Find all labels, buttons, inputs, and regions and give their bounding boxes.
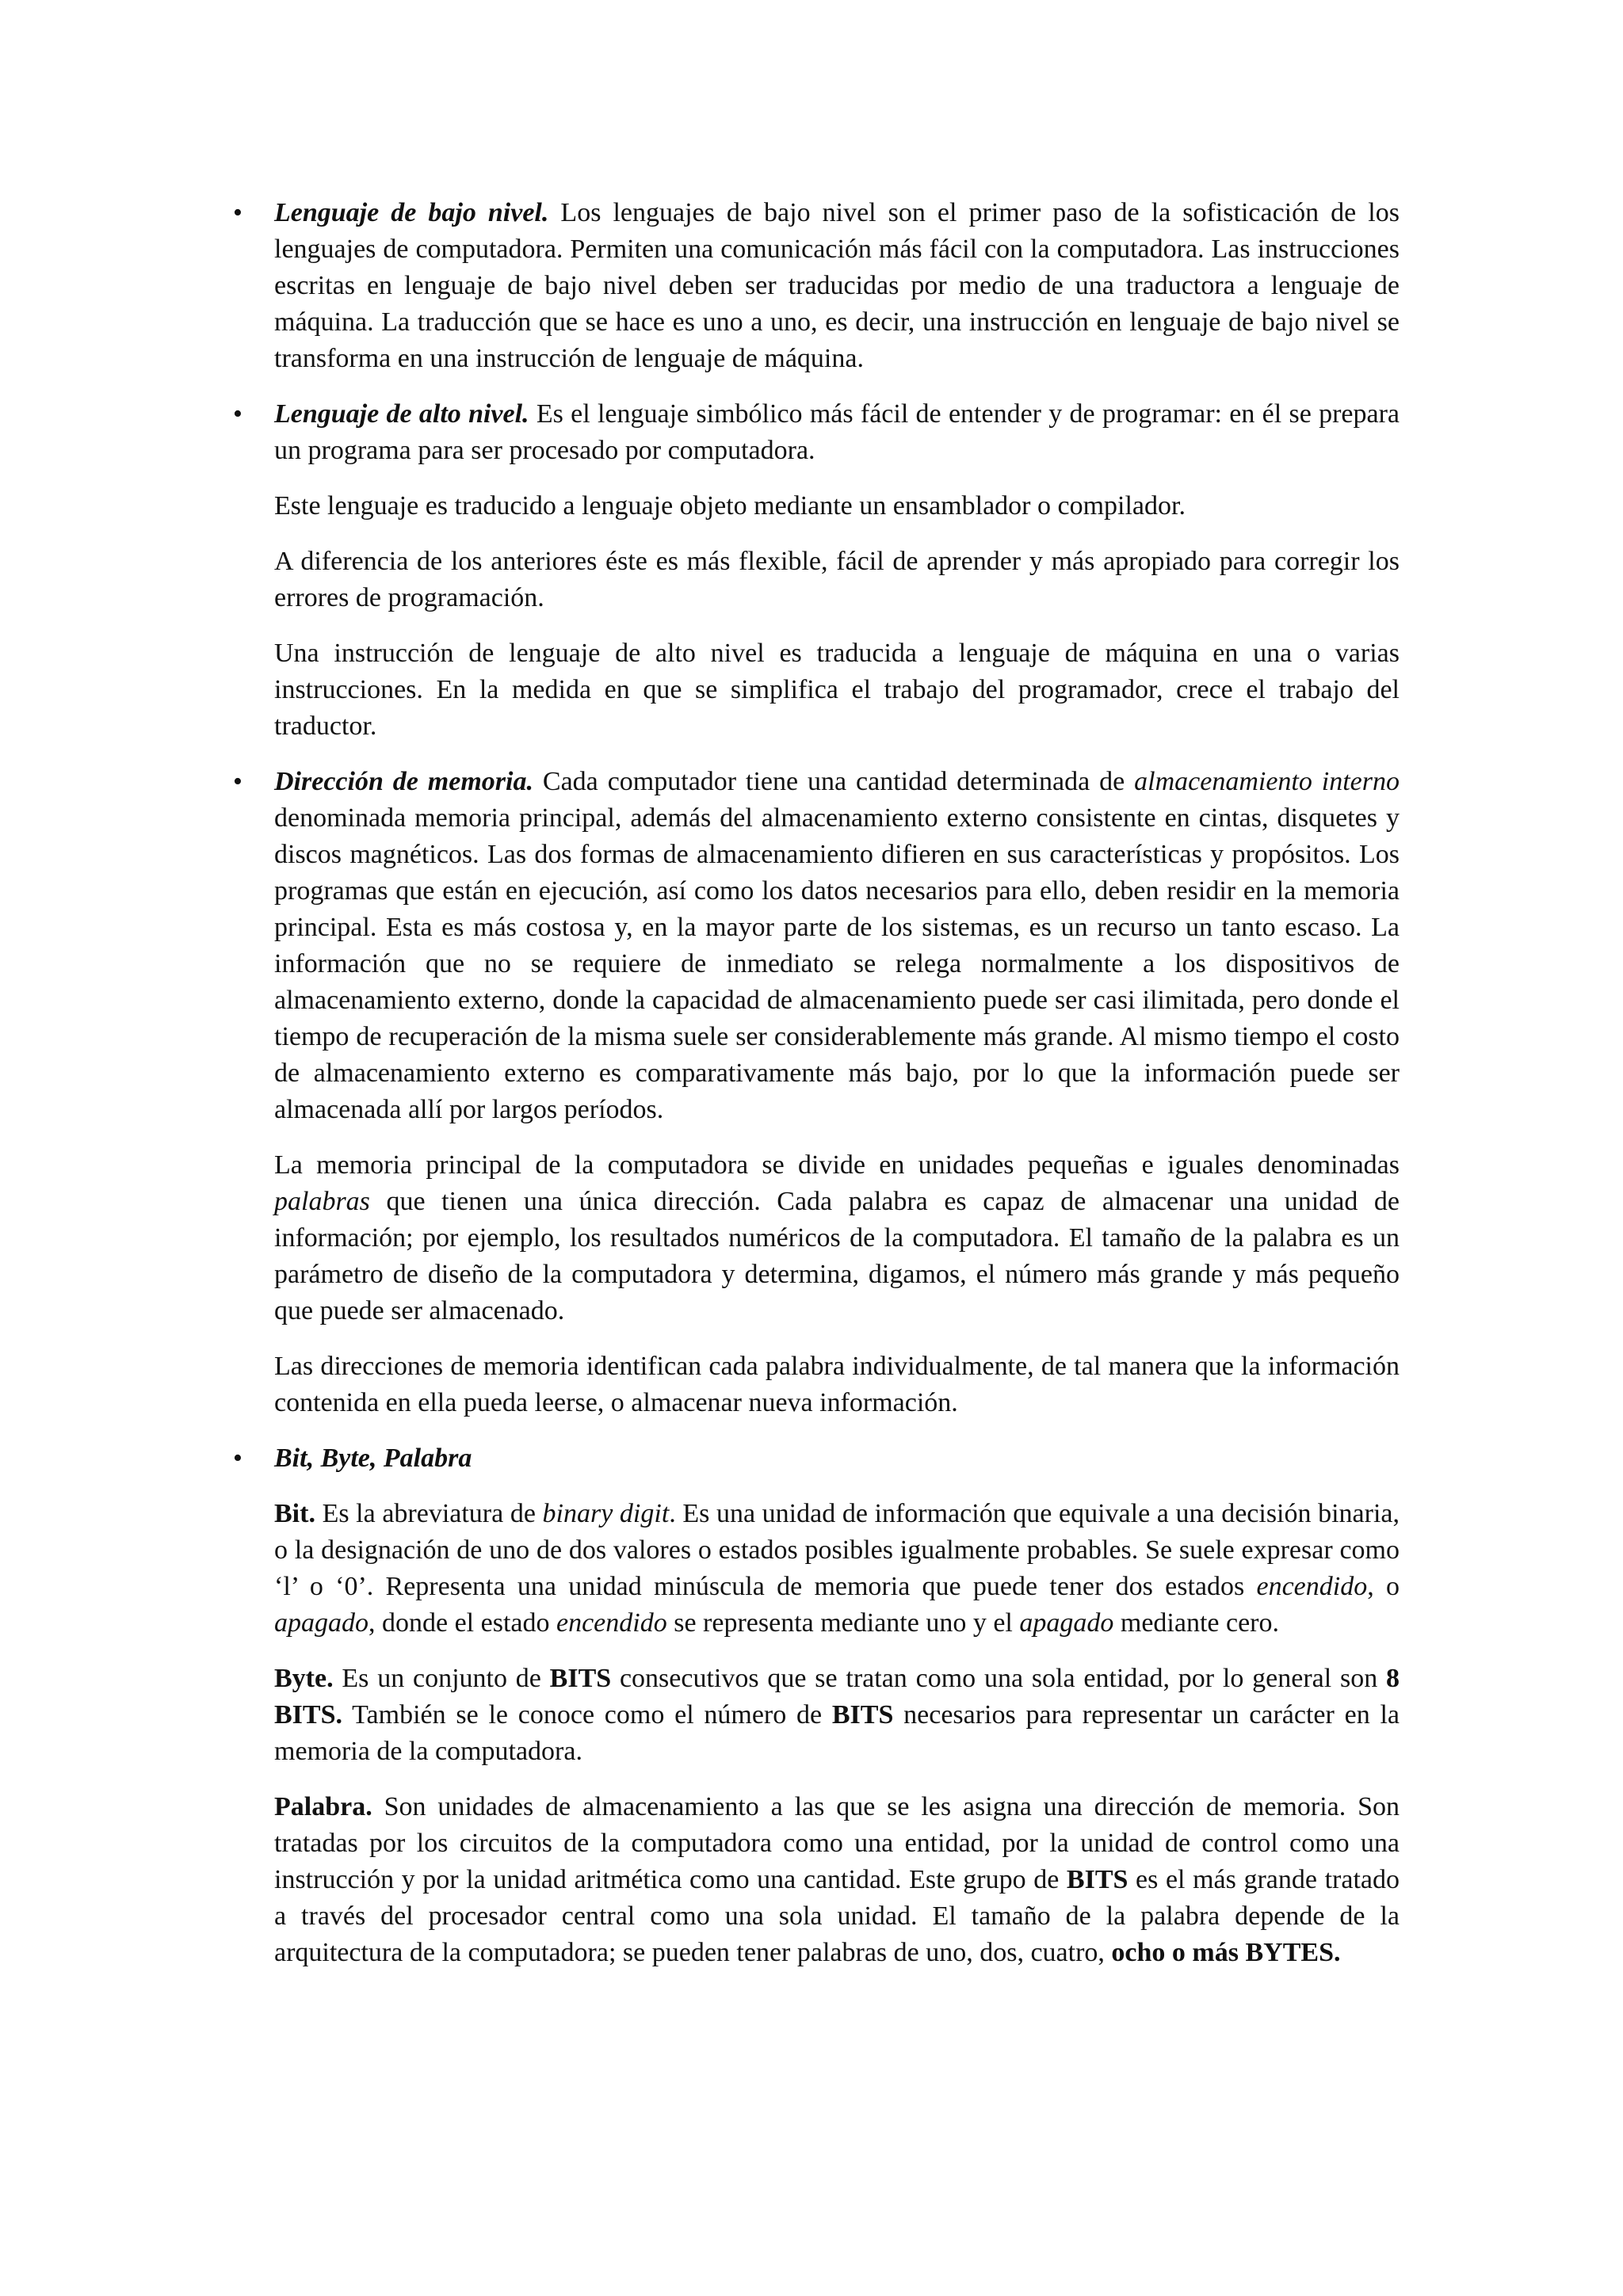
emphasis-text: Dirección de memoria. [274, 767, 533, 796]
body-text: denominada memoria principal, además del almacenamiento externo consistente en cintas, disquetes y discos magnéticos. Las dos formas de almacenamiento difieren en sus características y propósitos. Los programas que están en ejecución, así como los datos necesarios para ello, deben residir en la memoria principal. Esta es más costosa y, en la mayor parte de los sistemas, es un recurso un tanto escaso. La información que no se requiere de inmediato se relega normalmente a los dispositivos de almacenamiento externo, donde la capacidad de almacenamiento puede ser casi ilimitada, pero donde el tiempo de recuperación de la misma suele ser considerablemente más grande. Al mismo tiempo el costo de almacenamiento externo es comparativamente más bajo, por lo que la información puede ser almacenada allí por largos períodos. [274, 803, 1400, 1124]
body-text: Es la abreviatura de [315, 1499, 543, 1528]
emphasis-text: Bit. [274, 1499, 315, 1528]
body-text: que tienen una única dirección. Cada palabra es capaz de almacenar una unidad de información; por ejemplo, los resultados numéricos de la computadora. El tamaño de la palabra es un parámetro de diseño de la computadora y determina, digamos, el número más grande y más pequeño que puede ser almacenado. [274, 1187, 1400, 1325]
emphasis-text: BITS [1066, 1865, 1128, 1894]
paragraph [274, 195, 1400, 377]
body-text: se representa mediante uno y el [666, 1608, 1020, 1638]
emphasis-text: 8 BITS. [274, 1664, 1400, 1730]
bullet-marker: • [233, 767, 242, 796]
body-text: Cada computador tiene una cantidad determinada de [533, 767, 1135, 796]
bullet-marker: • [233, 399, 242, 429]
paragraph [274, 1147, 1400, 1329]
body-text: mediante cero. [1113, 1608, 1279, 1638]
paragraph [274, 1440, 1400, 1477]
body-text: es el más grande tratado a través del procesador central como una sola unidad. El tamaño de la palabra depende de la arquitectura de la computadora; se pueden tener palabras de uno, dos, cuatro, [274, 1865, 1400, 1967]
emphasis-text: BITS [831, 1700, 894, 1730]
emphasis-text: encendido [1256, 1572, 1368, 1601]
emphasis-text: Bit, Byte, Palabra [274, 1444, 472, 1473]
paragraph [274, 543, 1400, 616]
paragraph [274, 635, 1400, 745]
body-text: , o [1367, 1572, 1400, 1601]
body-text: Es un conjunto de [333, 1664, 550, 1693]
bullet-marker: • [233, 198, 242, 227]
body-text: Es el lenguaje simbólico más fácil de entender y de programar: en él se prepara un programa para ser procesado por computadora. [274, 399, 1400, 465]
document-body [233, 195, 1400, 1990]
body-text: . Es una unidad de información que equivale a una decisión binaria, o la designación de uno de dos valores o estados posibles igualmente probables. Se suele expresar como ‘l’ o ‘0’. Representa una unidad minúscula de memoria que puede tener dos estados [274, 1499, 1400, 1601]
emphasis-text: binary digit [542, 1499, 670, 1528]
emphasis-text: palabras [274, 1187, 370, 1216]
body-text: , donde el estado [369, 1608, 556, 1638]
paragraph [274, 1661, 1400, 1770]
emphasis-text: Lenguaje de alto nivel. [274, 399, 529, 429]
bullet-item [233, 764, 1400, 1421]
body-text: necesarios para representar un carácter en la memoria de la computadora. [274, 1700, 1400, 1766]
emphasis-text: encendido [556, 1608, 667, 1638]
emphasis-text: Palabra. [274, 1792, 372, 1821]
bullet-item [233, 396, 1400, 745]
body-text: Una instrucción de lenguaje de alto nivel es traducida a lenguaje de máquina en una o varias instrucciones. En la medida en que se simplifica el trabajo del programador, crece el trabajo del traductor. [274, 639, 1400, 741]
body-text: Este lenguaje es traducido a lenguaje objeto mediante un ensamblador o compilador. [274, 491, 1186, 521]
bullet-item [233, 195, 1400, 377]
paragraph [274, 1789, 1400, 1971]
emphasis-text: Lenguaje de bajo nivel. [274, 198, 549, 227]
paragraph [274, 1496, 1400, 1642]
emphasis-text: ocho o más BYTES. [1111, 1938, 1341, 1967]
bullet-marker: • [233, 1444, 242, 1473]
emphasis-text: Byte. [274, 1664, 334, 1693]
body-text: A diferencia de los anteriores éste es más flexible, fácil de aprender y más apropiado para corregir los errores de programación. [274, 547, 1400, 612]
body-text: La memoria principal de la computadora se divide en unidades pequeñas e iguales denominadas [274, 1150, 1400, 1180]
emphasis-text: apagado [1019, 1608, 1114, 1638]
body-text: consecutivos que se tratan como una sola entidad, por lo general son [611, 1664, 1387, 1693]
body-text: Son unidades de almacenamiento a las que se les asigna una dirección de memoria. Son tratadas por los circuitos de la computadora como una entidad, por la unidad de control como una instrucción y por la unidad aritmética como una cantidad. Este grupo de [274, 1792, 1400, 1894]
paragraph [274, 1348, 1400, 1421]
bullet-item [233, 1440, 1400, 1971]
paragraph [274, 764, 1400, 1128]
paragraph [274, 488, 1400, 524]
body-text: También se le conoce como el número de [342, 1700, 832, 1730]
body-text: Las direcciones de memoria identifican cada palabra individualmente, de tal manera que la información contenida en ella pueda leerse, o almacenar nueva información. [274, 1352, 1400, 1417]
paragraph [274, 396, 1400, 469]
emphasis-text: apagado [274, 1608, 369, 1638]
body-text: Los lenguajes de bajo nivel son el primer paso de la sofisticación de los lenguajes de computadora. Permiten una comunicación más fácil con la computadora. Las instrucciones escritas en lenguaje de bajo nivel deben ser traducidas por medio de una traductora a lenguaje de máquina. La traducción que se hace es uno a uno, es decir, una instrucción en lenguaje de bajo nivel se transforma en una instrucción de lenguaje de máquina. [274, 198, 1400, 373]
emphasis-text: BITS [549, 1664, 612, 1693]
emphasis-text: almacenamiento interno [1134, 767, 1400, 796]
